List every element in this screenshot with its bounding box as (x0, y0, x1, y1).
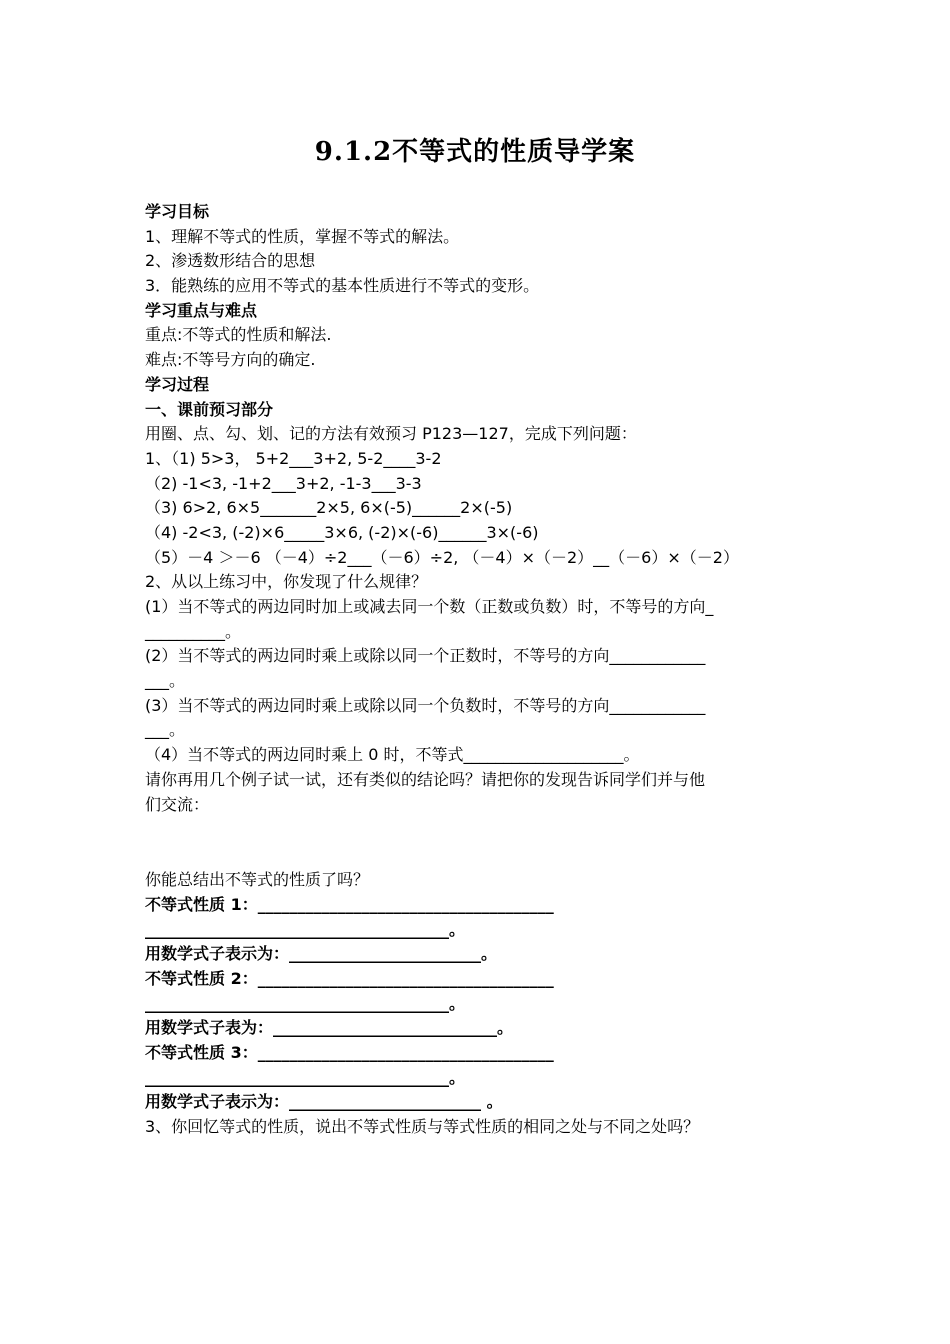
goal-1: 1、理解不等式的性质，掌握不等式的解法。 (145, 226, 460, 246)
rule-2: (2）当不等式的两边同时乘上或除以同一个正数时，不等号的方向____________ (145, 646, 706, 666)
question-2: 2、从以上练习中，你发现了什么规律？ (145, 572, 428, 592)
goal-3: 3．能熟练的应用不等式的基本性质进行不等式的变形。 (145, 276, 540, 296)
property-2-cont: ______________________________________。 (145, 993, 466, 1013)
exercise-1-3: （3) 6>2, 6×5_______2×5, 6×(-5)______2×(-5) (145, 498, 513, 518)
exercise-1-1: 1、（1) 5>3， 5+2___3+2, 5-2____3-2 (145, 448, 442, 468)
property-3-formula: 用数学式子表示为：________________________ 。 (145, 1092, 503, 1112)
try-examples-cont: 们交流： (145, 794, 210, 814)
document-title: 9.1.2不等式的性质导学案 (314, 137, 636, 167)
exercise-1-5: （5）－4 ＞－6 （－4）÷2___（－6）÷2, （－4）×（－2）__（－6）×（－2） (145, 547, 739, 567)
heading-key-points: 学习重点与难点 (145, 300, 258, 320)
heading-preview-section: 一、课前预习部分 (145, 399, 274, 419)
property-1-formula: 用数学式子表示为：________________________。 (145, 944, 498, 964)
property-1-cont: ______________________________________。 (145, 919, 466, 939)
heading-learning-process: 学习过程 (145, 374, 210, 394)
rule-3-cont: ___。 (145, 720, 186, 740)
property-3: 不等式性质 3：_____________________________________ (145, 1043, 554, 1062)
rule-4: （4）当不等式的两边同时乘上 0 时，不等式____________________。 (145, 745, 640, 765)
question-3: 3、你回忆等式的性质，说出不等式性质与等式性质的相同之处与不同之处吗？ (145, 1117, 700, 1137)
goal-2: 2、渗透数形结合的思想 (145, 251, 316, 271)
document-body (145, 200, 815, 1140)
rule-1-cont: __________。 (145, 621, 242, 641)
preview-instruction: 用圈、点、勾、划、记的方法有效预习 P123—127，完成下列问题： (145, 424, 637, 444)
rule-2-cont: ___。 (145, 671, 186, 691)
property-3-cont: ______________________________________。 (145, 1067, 466, 1087)
property-1: 不等式性质 1：_____________________________________ (145, 894, 554, 914)
key-point: 重点:不等式的性质和解法. (145, 325, 332, 345)
difficult-point: 难点:不等号方向的确定. (145, 350, 316, 370)
exercise-1-2: （2) -1<3, -1+2___3+2, -1-3___3-3 (145, 473, 422, 493)
answer-space (145, 817, 815, 868)
rule-3: (3）当不等式的两边同时乘上或除以同一个负数时，不等号的方向____________ (145, 695, 706, 715)
summary-question: 你能总结出不等式的性质了吗？ (145, 870, 370, 890)
heading-learning-goals: 学习目标 (145, 202, 210, 221)
property-2-formula: 用数学式子表为：____________________________。 (145, 1018, 514, 1038)
try-examples: 请你再用几个例子试一试，还有类似的结论吗？请把你的发现告诉同学们并与他 (145, 769, 706, 789)
exercise-1-4: （4) -2<3, (-2)×6_____3×6, (-2)×(-6)______3×(-6) (145, 522, 539, 542)
property-2: 不等式性质 2：_____________________________________ (145, 968, 554, 988)
rule-1: (1）当不等式的两边同时加上或减去同一个数（正数或负数）时，不等号的方向_ (145, 597, 714, 616)
